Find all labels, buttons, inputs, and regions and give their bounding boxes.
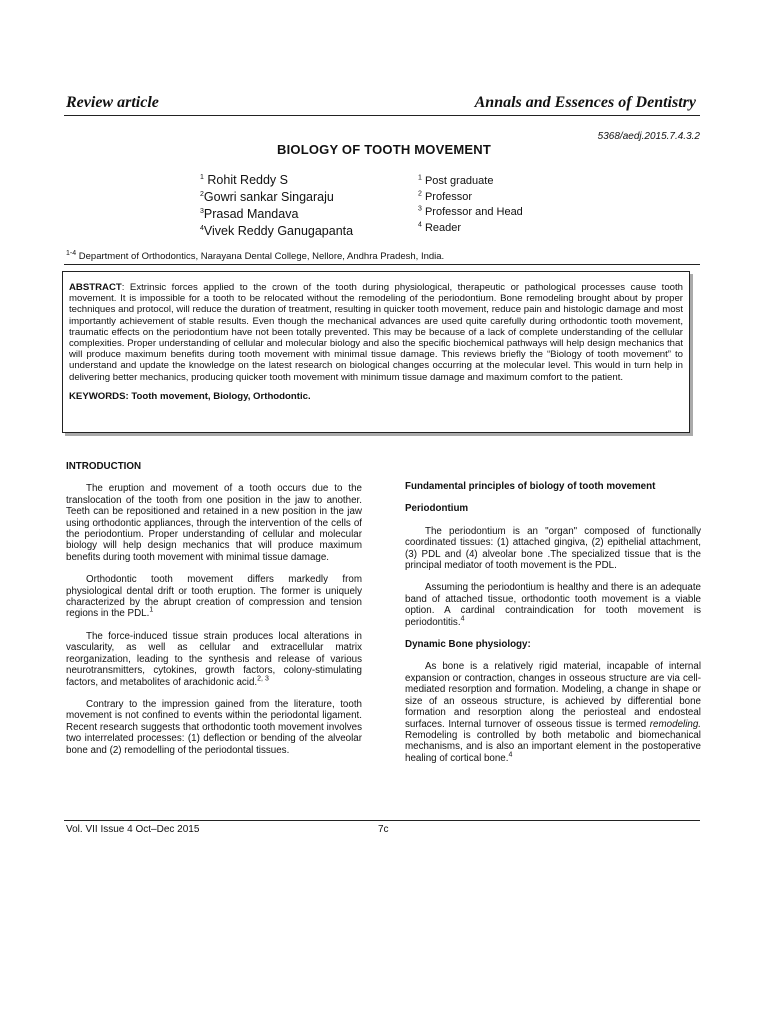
article-reference: 5368/aedj.2015.7.4.3.2 (597, 131, 700, 142)
author: $^3$Prasad Mandava (200, 207, 299, 221)
paper-title: BIOLOGY OF TOOTH MOVEMENT (277, 142, 491, 157)
section-heading: Fundamental principles of biology of tooth movement (405, 481, 656, 492)
paragraph: The periodontium is an "organ" composed of functionally coordinated tissues: (1) attached gingiva, (2) epithelial attachment, (3) PDL and (4) alveolar bone .The specialized tissue that is the principal mediator of tooth movement is the PDL. (405, 525, 701, 572)
left-column (66, 461, 362, 767)
section-heading: INTRODUCTION (66, 461, 142, 472)
subsection-heading: Periodontium (405, 503, 469, 515)
author-role: $^1$ Post graduate (418, 174, 494, 187)
right-column (405, 481, 701, 775)
author-role: $^2$ Professor (418, 189, 473, 203)
author-role: $^3$ Professor and Head (418, 205, 523, 218)
keywords: KEYWORDS: Tooth movement, Biology, Orthodontic. (69, 390, 311, 402)
abstract-box (62, 271, 690, 433)
subsection-heading: Dynamic Bone physiology: (405, 639, 531, 651)
affiliation: $^{1-4}$ Department of Orthodontics, Narayana Dental College, Nellore, Andhra Pradesh, India. (66, 249, 445, 262)
author-role: $^4$ Reader (418, 220, 462, 234)
author-roles (418, 174, 523, 236)
author: $^4$Vivek Reddy Ganugapanta (200, 224, 354, 238)
issue-info: Vol. VII Issue 4 Oct–Dec 2015 (66, 824, 200, 835)
paragraph: Contrary to the impression gained from the literature, tooth movement is not confined to events within the periodontal ligament. Recent research suggests that orthodontic tooth movement involves two interrelated processes: (1) deflection or bending of the alveolar bone and (2) remodelling of the periodontal tissues. (66, 698, 362, 756)
article-type-label: Review article (66, 94, 159, 111)
paragraph: The eruption and movement of a tooth occurs due to the translocation of the tooth from one position in the jaw to another. Teeth can be repositioned and retained in a new position in the jaw using orthodontic appliances, through the intervention of the cells of the periodontium. Proper understanding of cellular and molecular biology will help design mechanics that will produce maximum benefits during tooth movement with minimal tissue damage. (66, 483, 362, 563)
affiliation-rule (64, 264, 700, 265)
page-number: 7c (378, 824, 389, 835)
paragraph: The force-induced tissue strain produces local alterations in vascularity, as well as cellular and extracellular matrix reorganization, leading to the synthesis and release of various neurotransmitters, cytokines, growth factors, colony-stimulating factors, and metabolites of arachidonic acid.$^{2, 3}$ (66, 630, 362, 688)
author: $^1$ Rohit Reddy S (200, 173, 288, 187)
paragraph: Orthodontic tooth movement differs markedly from physiological dental drift or tooth eruption. The former is uniquely characterized by the abrupt creation of compression and tension regions in the PDL.$^1$ (66, 574, 362, 620)
journal-name: Annals and Essences of Dentistry (474, 94, 696, 111)
paragraph: Assuming the periodontium is healthy and there is an adequate band of attached tissue, orthodontic tooth movement is a viable option. A cardinal contraindication for tooth movement is periodontitis.$^4$ (405, 582, 701, 628)
author-list (200, 172, 353, 240)
footer-rule (64, 820, 700, 821)
paragraph: As bone is a relatively rigid material, incapable of internal expansion or contraction, changes in osseous structure are via cell-mediated resorption and formation. Modeling, a change in shape or size of an osseous structure, is achieved by differential bone formation and resorption along the periosteal and endosteal surfaces. Internal turnover of osseous tissue is termed remodeling. Remodeling is controlled by both metabolic and biomechanical mechanisms, and is also an important element in the postoperative healing of cortical bone.$^4$ (405, 661, 701, 764)
header-rule (64, 115, 700, 116)
abstract: ABSTRACT: Extrinsic forces applied to the crown of the tooth during physiological, therapeutic or pathological processes cause tooth movement. It is impossible for a tooth to be relocated without the remodeling of the periodontium. Bone remodeling brought about by proper techniques and protocol, will reduce the duration of treatment, resulting in quicker tooth movement, reduce pain and histologic damage and most importantly achievement of stable results. Even though the mechanical advances are used quite carefully during orthodontic tooth movement, traumatic effects on the periodontium have not been totally prevented. This may be because of a lack of complete understanding of the cellular complexities. Proper understanding of cellular and molecular biology and also the specific biochemical pathways will help design mechanics that will produce maximum benefits during tooth movement with minimal tissue damage. This reviews briefly the “Biology of tooth movement” to understand and update the knowledge on the latest research on biological changes occurring at the molecular level. This would in turn help in delivering better mechanics, producing quicker tooth movement with minimum tissue damage and maximum comfort to the patient. (69, 282, 683, 383)
author: $^2$Gowri sankar Singaraju (200, 190, 334, 204)
